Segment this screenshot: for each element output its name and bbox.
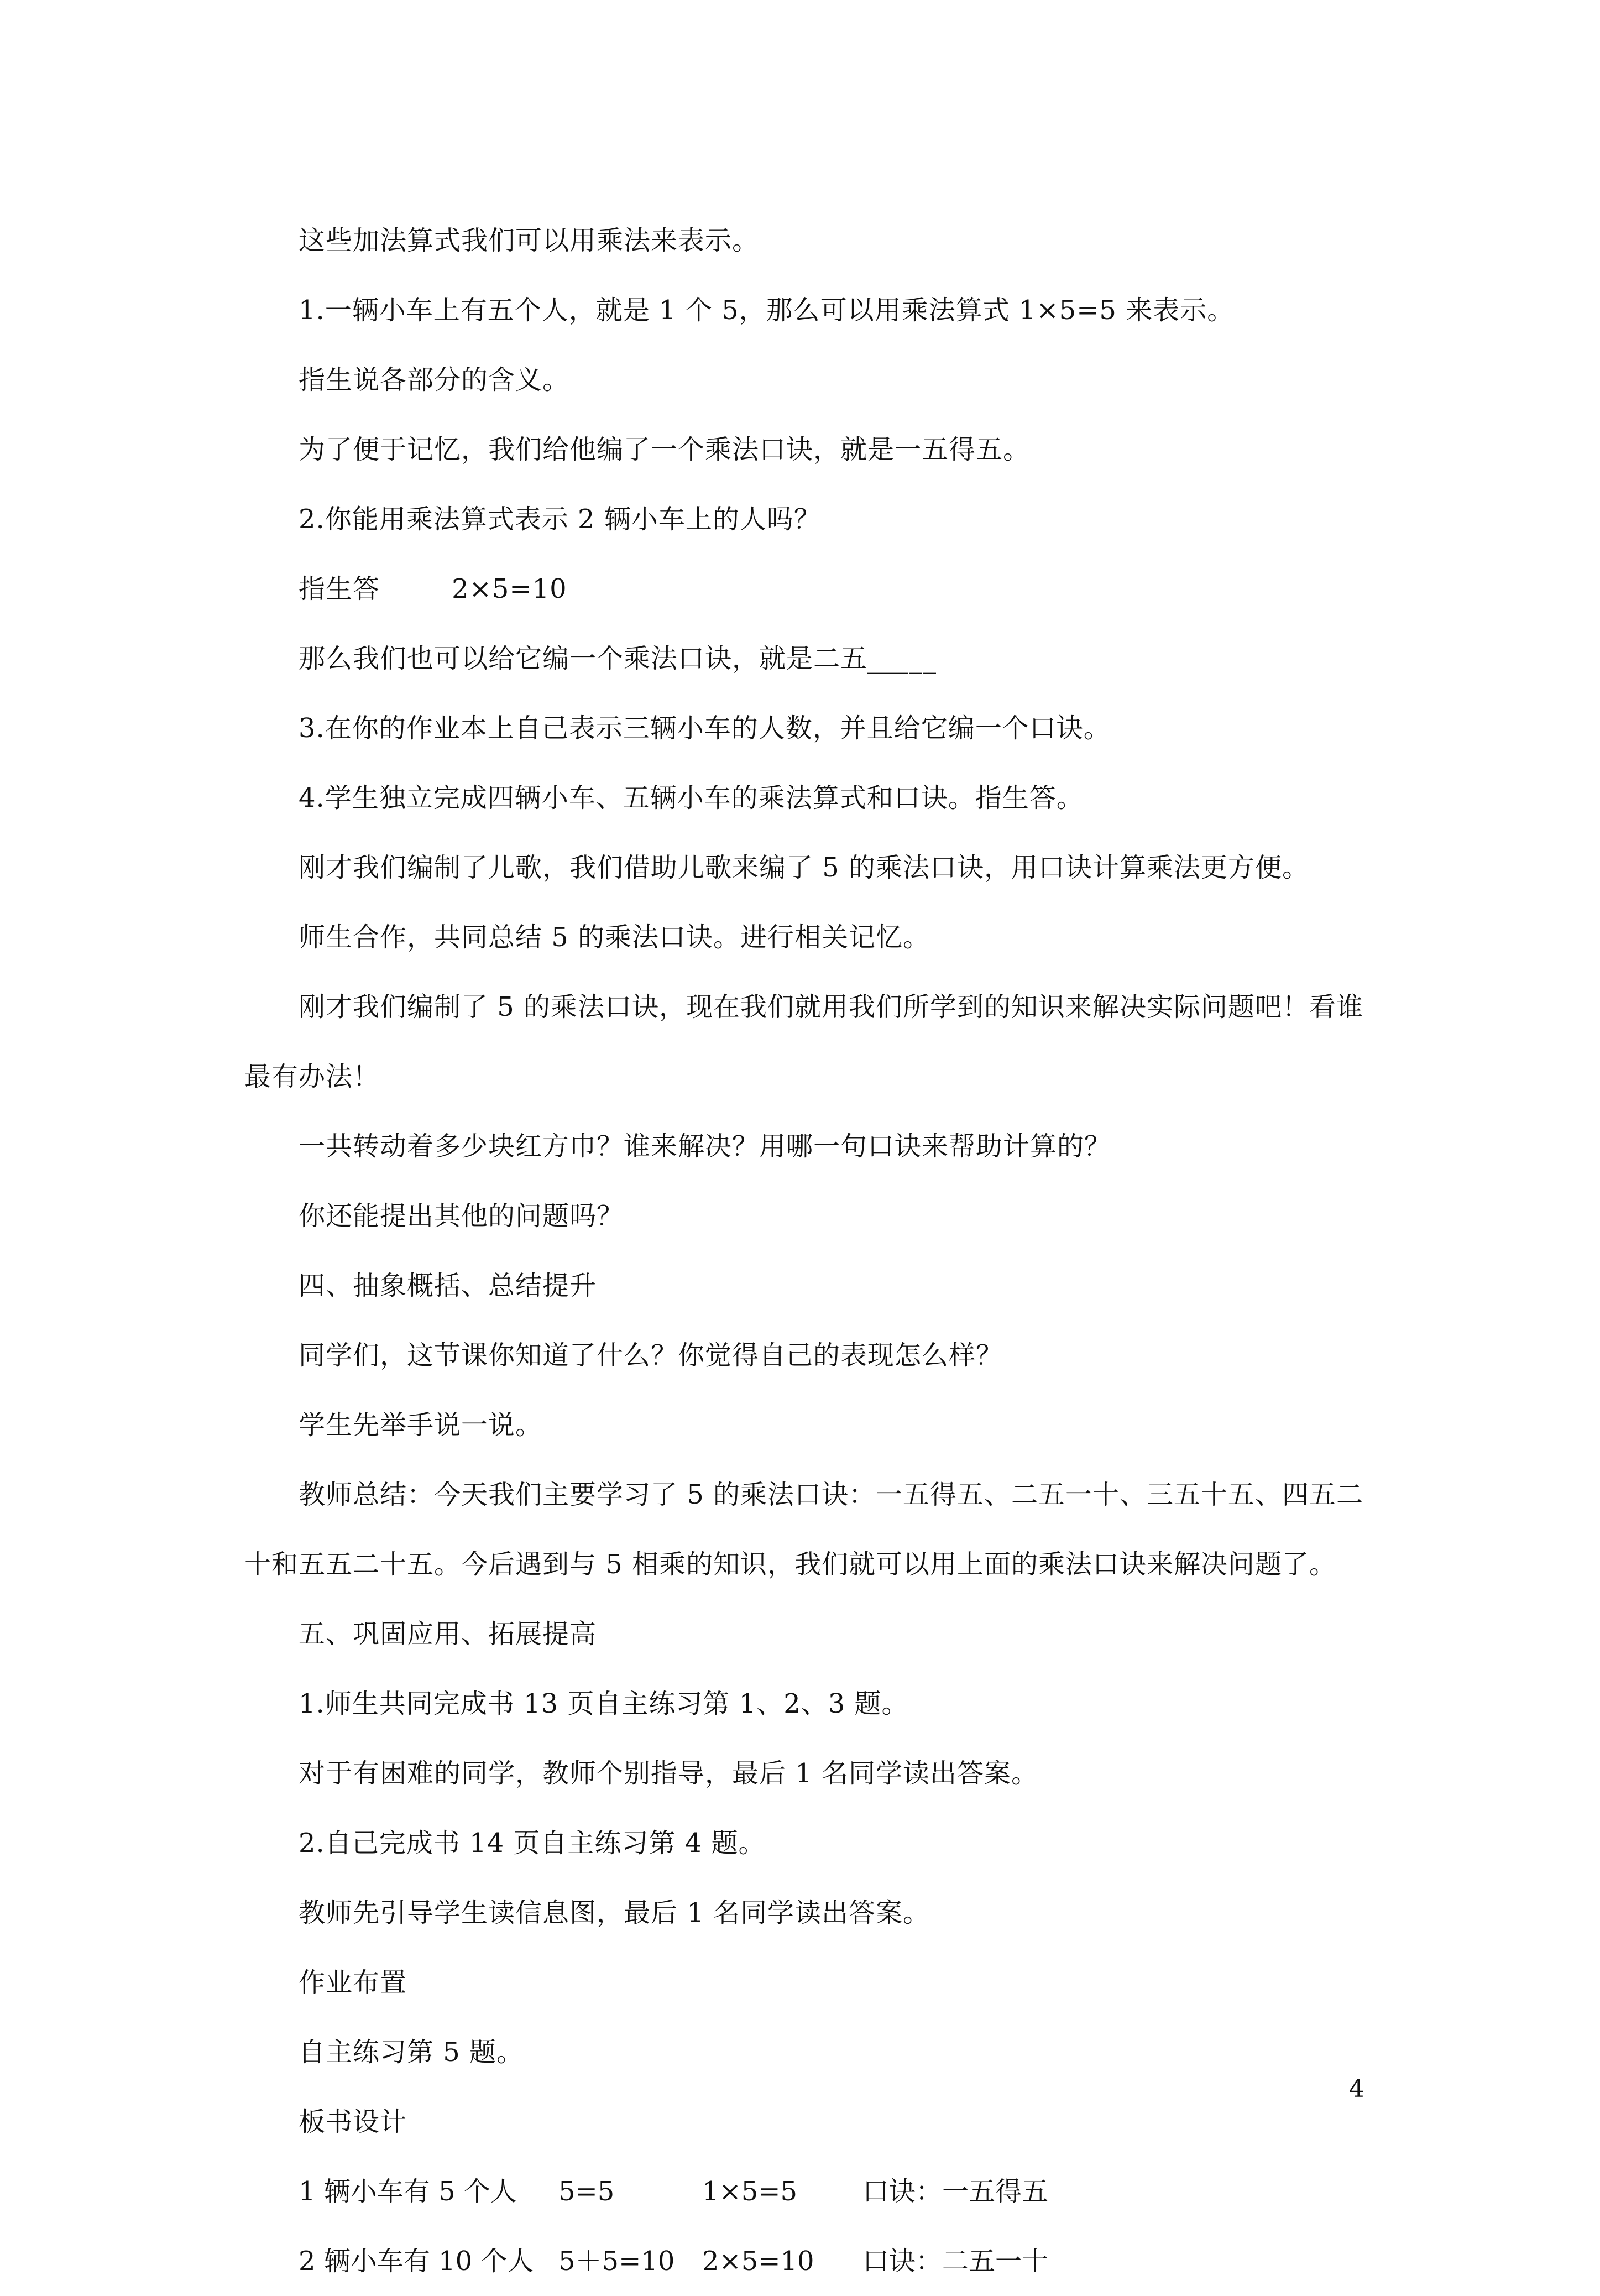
board-addition: 5=5 [558,2176,615,2207]
paragraph: 指生答 2×5=10 [299,573,567,604]
paragraph: 教师先引导学生读信息图，最后 1 名同学读出答案。 [299,1897,930,1928]
paragraph: 2.自己完成书 14 页自主练习第 4 题。 [299,1828,766,1859]
paragraph: 为了便于记忆，我们给他编了一个乘法口诀，就是一五得五。 [299,434,1031,465]
board-row [244,2157,1372,2226]
paragraph: 1.师生共同完成书 13 页自主练习第 1、2、3 题。 [299,1688,909,1719]
paragraph: 4.学生独立完成四辆小车、五辆小车的乘法算式和口诀。指生答。 [299,782,1084,813]
board-rhyme: 口诀：一五得五 [862,2176,1049,2207]
paragraph: 师生合作，共同总结 5 的乘法口诀。进行相关记忆。 [299,922,930,953]
paragraph: 1.一辆小车上有五个人，就是 1 个 5，那么可以用乘法算式 1×5=5 来表示。 [299,295,1235,326]
paragraph: 这些加法算式我们可以用乘法来表示。 [299,225,760,256]
page-number: 4 [1349,2075,1364,2103]
paragraph: 同学们，这节课你知道了什么？你觉得自己的表现怎么样？ [299,1340,1003,1371]
board-row [244,2226,1372,2296]
section-heading: 五、巩固应用、拓展提高 [299,1619,597,1650]
document-body [244,206,1372,2296]
paragraph: 对于有困难的同学，教师个别指导，最后 1 名同学读出答案。 [299,1758,1039,1789]
paragraph: 指生说各部分的含义。 [299,364,570,395]
paragraph: 2.你能用乘法算式表示 2 辆小车上的人吗？ [299,504,821,535]
paragraph: 学生先举手说一说。 [299,1410,543,1441]
paragraph: 自主练习第 5 题。 [299,2037,524,2068]
paragraph: 你还能提出其他的问题吗？ [299,1201,624,1232]
paragraph: 教师总结：今天我们主要学习了 5 的乘法口诀：一五得五、二五一十、三五十五、四五二十和五五二十五。今后遇到与 5 相乘的知识，我们就可以用上面的乘法口诀来解决问题了。 [244,1479,1364,1580]
section-heading: 四、抽象概括、总结提升 [299,1270,597,1301]
paragraph: 一共转动着多少块红方巾？谁来解决？用哪一句口诀来帮助计算的？ [299,1131,1112,1162]
board-description: 2 辆小车有 10 个人 [299,2246,534,2277]
board-addition: 5＋5=10 [558,2246,675,2277]
board-multiplication: 2×5=10 [702,2246,814,2277]
section-heading: 板书设计 [299,2106,407,2137]
paragraph: 刚才我们编制了儿歌，我们借助儿歌来编了 5 的乘法口诀，用口诀计算乘法更方便。 [299,852,1310,883]
board-rhyme: 口诀：二五一十 [862,2246,1049,2277]
paragraph: 刚才我们编制了 5 的乘法口诀，现在我们就用我们所学到的知识来解决实际问题吧！看谁最有办法！ [244,992,1364,1092]
board-multiplication: 1×5=5 [702,2176,798,2207]
board-description: 1 辆小车有 5 个人 [299,2176,517,2207]
section-heading: 作业布置 [299,1967,407,1998]
paragraph: 那么我们也可以给它编一个乘法口诀，就是二五_____ [299,643,937,674]
paragraph: 3.在你的作业本上自己表示三辆小车的人数，并且给它编一个口诀。 [299,713,1111,744]
